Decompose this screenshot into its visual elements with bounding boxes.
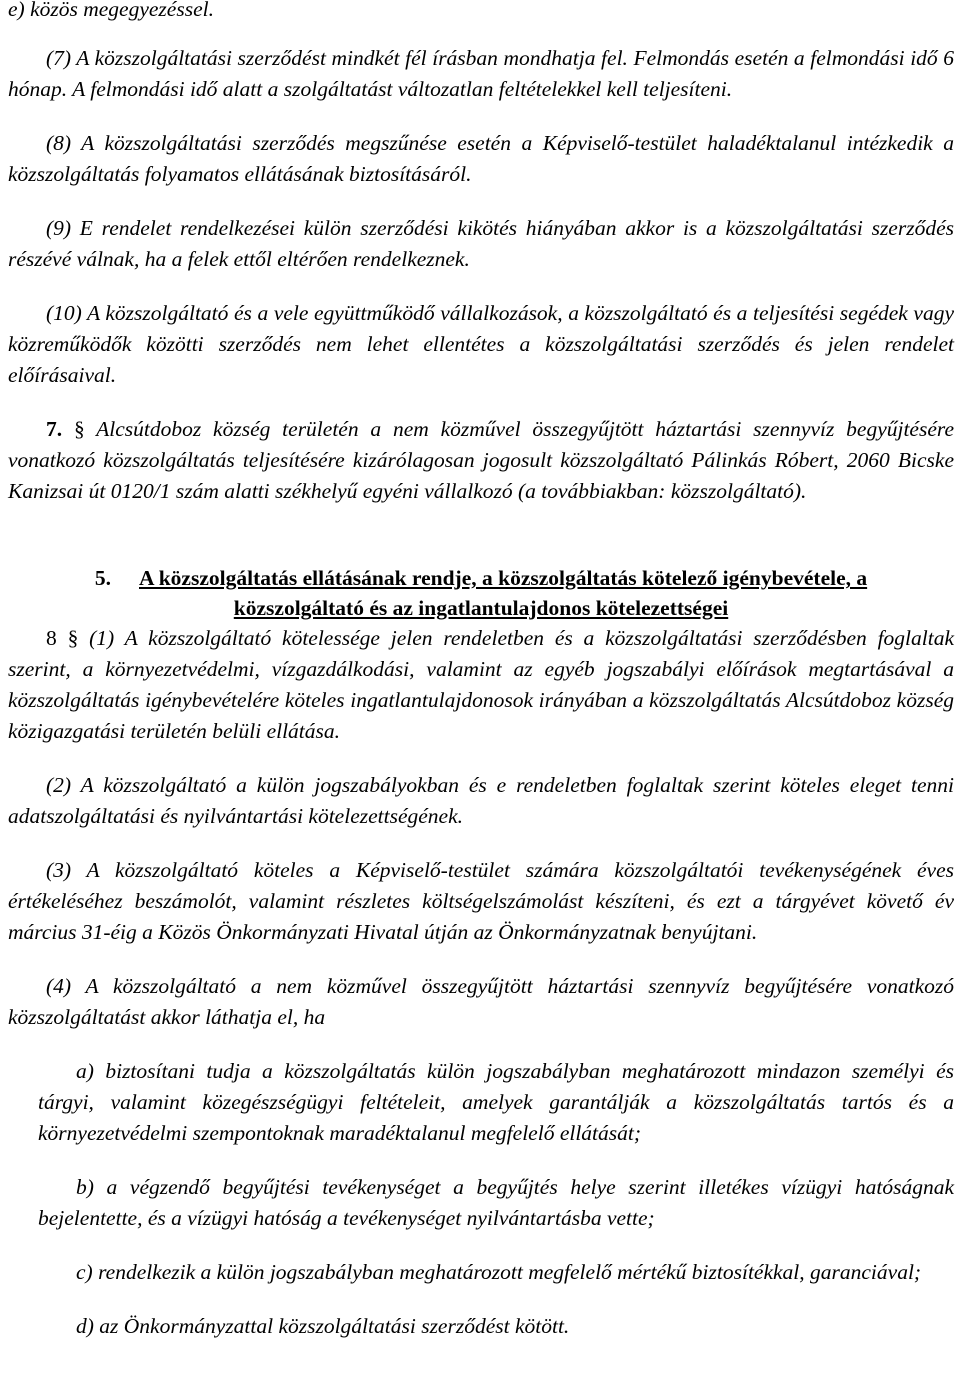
heading-title-1: A közszolgáltatás ellátásának rendje, a közszolgáltatás kötelező igénybevétele, a [139,566,868,590]
document-page [8,0,954,1342]
paragraph-8: (8) A közszolgáltatási szerződés megszűnése esetén a Képviselő-testület haladéktalanul intézkedik a közszolgáltatás folyamatos ellátásának biztosításáról. [8,131,954,186]
section-8-paragraph-2: (2) A közszolgáltató a külön jogszabályokban és e rendeletben foglaltak szerint köteles eleget tenni adatszolgáltatási és nyilvántartási kötelezettségének. [8,773,954,828]
paragraph-10: (10) A közszolgáltató és a vele együttműködő vállalkozások, a közszolgáltató és a teljesítési segédek vagy közreműködők közötti szerződés nem lehet ellentétes a közszolgáltatási szerződés és jelen rendelet előírásaival. [8,301,954,387]
paragraph-7: (7) A közszolgáltatási szerződést mindkét fél írásban mondhatja fel. Felmondás esetén a felmondási idő 6 hónap. A felmondási idő alatt a szolgáltatást változatlan feltételekkel kell teljesíteni. [8,46,954,101]
condition-b: b) a végzendő begyűjtési tevékenységet a begyűjtés helye szerint illetékes vízügyi hatóságnak bejelentette, és a vízügyi hatóság a tevékenységet nyilvántartásba vette; [38,1175,954,1230]
section-8-paragraph-1 [8,623,954,747]
chapter-heading [8,563,954,623]
section-8-p1-text: (1) A közszolgáltató kötelessége jelen rendeletben és a közszolgáltatási szerződésben foglaltak szerint, a környezetvédelmi, vízgazdálkodási, valamint az egyéb jogszabályi előírások megtartásával a közszolgáltatás igénybevételére köteles ingatlantulajdonosok irányában a közszolgáltatás Alcsútdoboz község közigazgatási területén belüli ellátása. [8,626,954,743]
section-8-paragraph-3: (3) A közszolgáltató köteles a Képviselő-testület számára közszolgáltatói tevékenységének éves értékeléséhez beszámolót, valamint részletes költségelszámolást készíteni, és ezt a tárgyévet követő év március 31-éig a Közös Önkormányzati Hivatal útján az Önkormányzatnak benyújtani. [8,858,954,944]
section-sign: § [73,417,85,441]
section-number: 7. [46,417,63,441]
chapter-number: 5. [94,566,111,590]
section-7-paragraph [8,414,954,507]
condition-c: c) rendelkezik a külön jogszabályban meghatározott megfelelő mértékű biztosítékkal, garanciával; [76,1260,922,1284]
heading-line-1 [8,563,954,593]
heading-title-2: közszolgáltató és az ingatlantulajdonos kötelezettségei [233,596,729,620]
section-8-paragraph-4: (4) A közszolgáltató a nem közművel összegyűjtött háztartási szennyvíz begyűjtésére vonatkozó közszolgáltatást akkor láthatja el, ha [8,974,954,1029]
condition-d: d) az Önkormányzattal közszolgáltatási szerződést kötött. [76,1314,570,1338]
section-7-text: Alcsútdoboz község területén a nem közművel összegyűjtött háztartási szennyvíz begyűjtésére vonatkozó közszolgáltatás teljesítésére kizárólagosan jogosult közszolgáltató Pálinkás Róbert, 2060 Bicske Kanizsai út 0120/1 szám alatti székhelyű egyéni vállalkozó (a továbbiakban: közszolgáltató). [8,417,954,503]
condition-a: a) biztosítani tudja a közszolgáltatás külön jogszabályban meghatározott mindazon személyi és tárgyi, valamint közegészségügyi feltételeit, amelyek garantálják a közszolgáltatás tartós és a környezetvédelmi szempontoknak maradéktalanul megfelelő ellátását; [38,1059,954,1145]
section-sign-8: § [67,626,79,650]
paragraph-9: (9) E rendelet rendelkezései külön szerződési kikötés hiányában akkor is a közszolgáltatási szerződés részévé válnak, ha a felek ettől eltérően rendelkeznek. [8,216,954,271]
list-item-e: e) közös megegyezéssel. [8,0,214,21]
section-8-number: 8 [46,626,57,650]
